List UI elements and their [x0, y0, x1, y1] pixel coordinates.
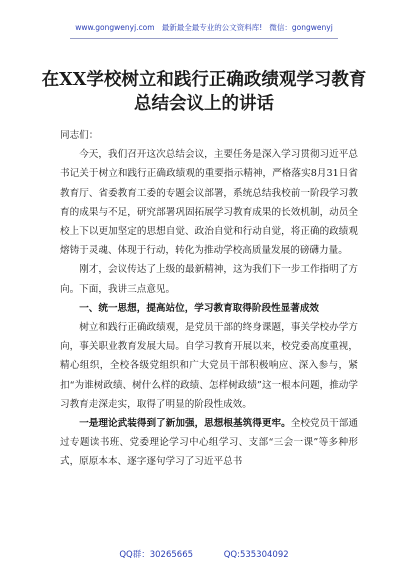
- site-slogan: 最新最全最专业的公文资料库!: [161, 23, 263, 32]
- qq-group: QQ群：30265665: [119, 550, 194, 560]
- paragraph-transition: 刚才，会议传达了上级的最新精神，这为我们下一步工作指明了方向。下面，我讲三点意见。: [60, 264, 358, 295]
- section-heading-1: 一、统一思想，提高站位，学习教育取得阶段性显著成效: [79, 302, 320, 314]
- paragraph-point-1: [60, 414, 358, 472]
- header-divider: [70, 38, 338, 39]
- qq-contact: QQ:535304092: [223, 550, 289, 560]
- wechat-id: 微信：gongwenyj: [269, 23, 333, 32]
- document-title: 在XX学校树立和践行正确政绩观学习教育总结会议上的讲话: [41, 70, 367, 114]
- site-url[interactable]: www.gongwenyj.com: [75, 23, 155, 32]
- paragraph-section-1: 树立和践行正确政绩观，是党员干部的终身课题，事关学校办学方向，事关职业教育发展大局。自学习教育开展以来，校党委高度重视，精心组织，全校各级党组织和广大党员干部积极响应、深入参与，紧扣“为谁树政绩、树什么样的政绩、怎样树政绩”这一根本问题，推动学习教育走深走实，取得了明显的阶段性成效。: [60, 322, 358, 410]
- site-header: [0, 22, 408, 33]
- point-1-text: 全校党员干部通过专题读书班、党委理论学习中心组学习、支部“三会一课”等多种形式，原原本本、逐字逐句学习了习近平总书: [60, 418, 359, 468]
- point-1-lead: 一是理论武装得到了新加强，思想根基筑得更牢。: [79, 418, 291, 430]
- document-body: [60, 126, 358, 472]
- salutation: 同志们：: [60, 130, 99, 141]
- paragraph-opening: 今天，我们召开这次总结会议，主要任务是深入学习贯彻习近平总书记关于树立和践行正确政绩观的重要指示精神，严格落实8月31日省教育厅、省委教育工委的专题会议部署，系统总结我校前一阶段学习教育的成果与不足，研究部署巩固拓展学习教育成果的长效机制，动员全校上下以更加坚定的思想自觉、政治自觉和行动自觉，将正确的政绩观熔铸于灵魂、体现于行动，转化为推动学校高质量发展的磅礴力量。: [60, 149, 358, 257]
- site-footer: [0, 548, 408, 560]
